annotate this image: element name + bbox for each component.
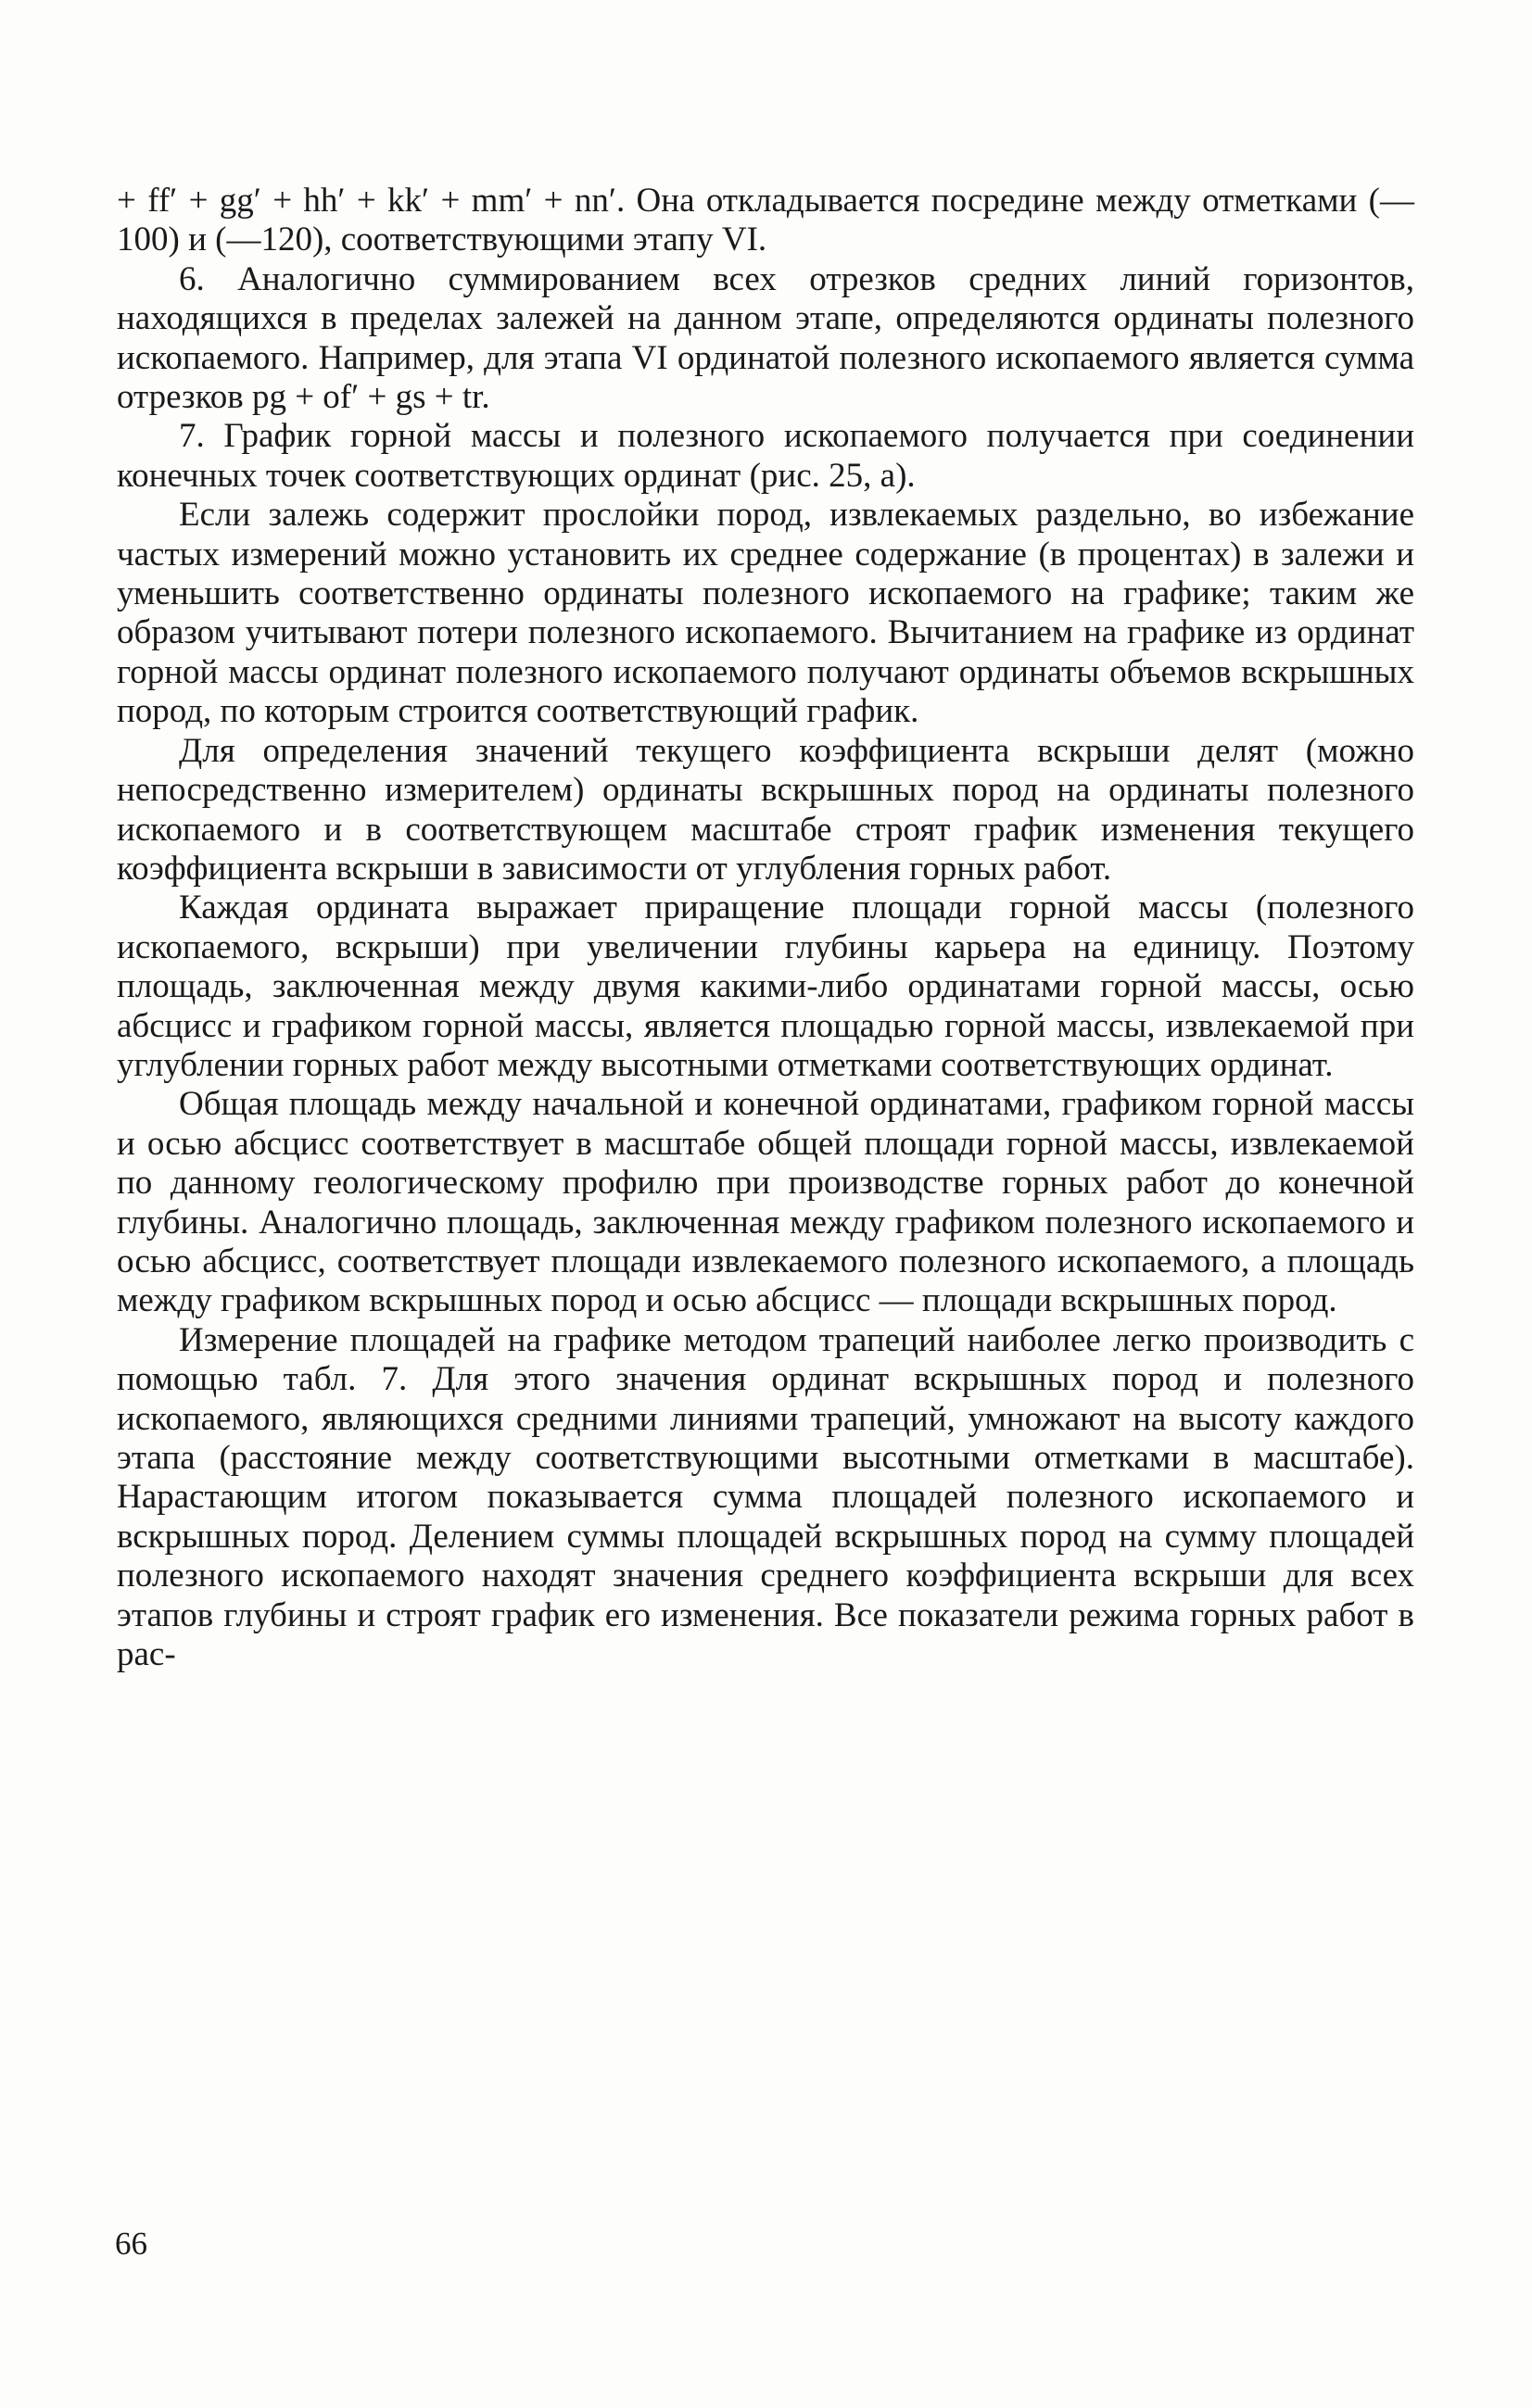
paragraph-total-area: Общая площадь между начальной и конечной ординатами, графиком горной массы и осью абсцисс соответствует в масштабе общей площади горной массы, извлекаемой по данному геологическому профилю при производстве горных работ до конечной глубины. Аналогично площадь, заключенная между графиком полезного ископаемого и осью абсцисс, соответствует площади извлекаемого полезного ископаемого, а площадь между графиком вскрышных пород и осью абсцисс — площади вскрышных пород.	[117, 1085, 1414, 1320]
paragraph-ordinate-area: Каждая ордината выражает приращение площади горной массы (полезного ископаемого, вскрыши) при увеличении глубины карьера на единицу. Поэтому площадь, заключенная между двумя какими-либо ординатами горной массы, осью абсцисс и графиком горной массы, является площадью горной массы, извлекаемой при углублении горных работ между высотными отметками соответствующих ординат.	[117, 889, 1414, 1084]
paragraph-step-7: 7. График горной массы и полезного ископаемого получается при соединении конечных точек соответствующих ординат (рис. 25, а).	[117, 417, 1414, 495]
paragraph-interlayers: Если залежь содержит прослойки пород, извлекаемых раздельно, во избежание частых измерений можно установить их среднее содержание (в процентах) в залежи и уменьшить соответственно ординаты полезного ископаемого на графике; таким же образом учитывают потери полезного ископаемого. Вычитанием на графике из ординат горной массы ординат полезного ископаемого получают ординаты объемов вскрышных пород, по которым строится соответствующий график.	[117, 496, 1414, 731]
paragraph-stripping-ratio: Для определения значений текущего коэффициента вскрыши делят (можно непосредственно измерителем) ординаты вскрышных пород на ординаты полезного ископаемого и в соответствующем масштабе строят график изменения текущего коэффициента вскрыши в зависимости от углубления горных работ.	[117, 731, 1414, 888]
body-text	[117, 182, 1414, 1674]
paragraph-continuation: + ff′ + gg′ + hh′ + kk′ + mm′ + nn′. Она откладывается посредине между отметками (—100) и (—120), соответствующими этапу VI.	[117, 182, 1414, 259]
page-number: 66	[115, 2225, 147, 2262]
paragraph-step-6: 6. Аналогично суммированием всех отрезков средних линий горизонтов, находящихся в пределах залежей на данном этапе, определяются ординаты полезного ископаемого. Например, для этапа VI ординатой полезного ископаемого является сумма отрезков pg + of′ + gs + tr.	[117, 259, 1414, 417]
paragraph-trapezoid-method: Измерение площадей на графике методом трапеций наиболее легко производить с помощью табл. 7. Для этого значения ординат вскрышных пород и полезного ископаемого, являющихся средними линиями трапеций, умножают на высоту каждого этапа (расстояние между соответствующими высотными отметками в масштабе). Нарастающим итогом показывается сумма площадей полезного ископаемого и вскрышных пород. Делением суммы площадей вскрышных пород на сумму площадей полезного ископаемого находят значения среднего коэффициента вскрыши для всех этапов глубины и строят график его изменения. Все показатели режима горных работ в рас-	[117, 1320, 1414, 1674]
